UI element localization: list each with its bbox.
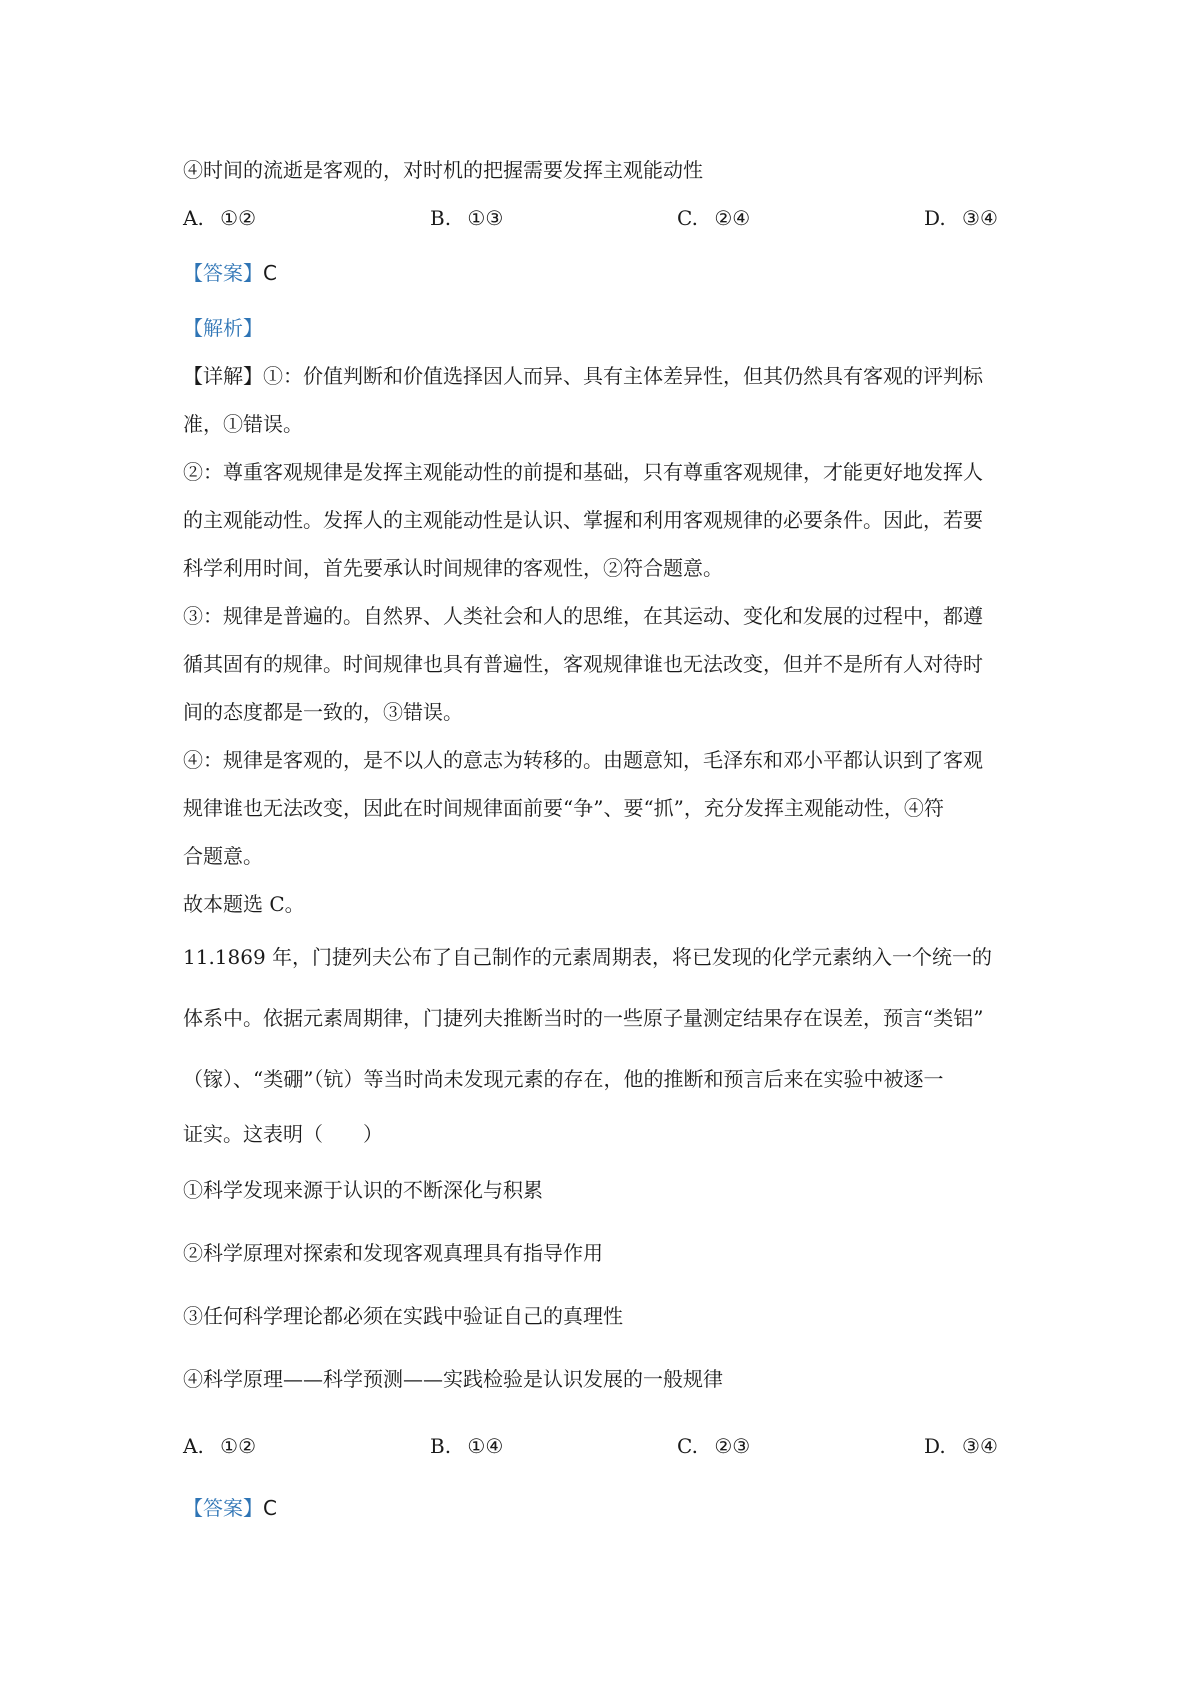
q10-choice-d — [924, 204, 998, 232]
q11-stem-line-1: 11.1869 年，门捷列夫公布了自己制作的元素周期表，将已发现的化学元素纳入一个统一的 — [183, 945, 993, 969]
q10-answer — [183, 259, 277, 287]
choice-value: ②④ — [714, 206, 751, 230]
q10-detail-line-3: ②：尊重客观规律是发挥主观能动性的前提和基础，只有尊重客观规律，才能更好地发挥人 — [183, 460, 983, 484]
choice-letter: D. — [924, 1434, 946, 1458]
choice-value: ①④ — [467, 1434, 504, 1458]
choice-letter: A. — [183, 1434, 204, 1458]
choice-letter: C. — [677, 1434, 698, 1458]
q10-detail-line-4: 的主观能动性。发挥人的主观能动性是认识、掌握和利用客观规律的必要条件。因此，若要 — [183, 508, 983, 532]
q10-detail-line-6: ③：规律是普遍的。自然界、人类社会和人的思维，在其运动、变化和发展的过程中，都遵 — [183, 604, 983, 628]
q10-detail-line-11: 合题意。 — [183, 844, 263, 868]
q10-detail-line-1: 【详解】①：价值判断和价值选择因人而异、具有主体差异性，但其仍然具有客观的评判标 — [183, 364, 983, 388]
answer-tag: 【答案】 — [183, 261, 263, 285]
q11-option-3: ③任何科学理论都必须在实践中验证自己的真理性 — [183, 1304, 623, 1328]
q10-choice-a — [183, 204, 256, 232]
q11-stem-line-2: 体系中。依据元素周期律，门捷列夫推断当时的一些原子量测定结果存在误差，预言“类铝” — [183, 1006, 984, 1030]
q10-option-4: ④时间的流逝是客观的，对时机的把握需要发挥主观能动性 — [183, 158, 703, 182]
q11-option-2: ②科学原理对探索和发现客观真理具有指导作用 — [183, 1241, 603, 1265]
choice-value: ①② — [220, 206, 257, 230]
choice-value: ①③ — [467, 206, 504, 230]
choice-letter: D. — [924, 206, 946, 230]
choice-letter: C. — [677, 206, 698, 230]
choice-letter: B. — [430, 206, 452, 230]
answer-tag: 【答案】 — [183, 1496, 263, 1520]
q10-choice-c — [677, 204, 750, 232]
q10-analysis-tag: 【解析】 — [183, 316, 263, 340]
q10-detail-line-7: 循其固有的规律。时间规律也具有普遍性，客观规律谁也无法改变，但并不是所有人对待时 — [183, 652, 983, 676]
choice-value: ①② — [220, 1434, 257, 1458]
q11-choice-a — [183, 1432, 256, 1460]
q10-detail-line-12: 故本题选 C。 — [183, 892, 305, 916]
choice-value: ③④ — [962, 206, 998, 230]
q11-stem-line-3: （镓）、“类硼”（钪）等当时尚未发现元素的存在，他的推断和预言后来在实验中被逐一 — [183, 1067, 944, 1091]
answer-value: C — [263, 1496, 277, 1520]
q10-detail-line-9: ④：规律是客观的，是不以人的意志为转移的。由题意知，毛泽东和邓小平都认识到了客观 — [183, 748, 983, 772]
q11-answer — [183, 1494, 277, 1522]
q11-option-1: ①科学发现来源于认识的不断深化与积累 — [183, 1178, 543, 1202]
q10-detail-line-5: 科学利用时间，首先要承认时间规律的客观性，②符合题意。 — [183, 556, 723, 580]
choice-value: ③④ — [962, 1434, 998, 1458]
choice-letter: B. — [430, 1434, 452, 1458]
q11-option-4: ④科学原理——科学预测——实践检验是认识发展的一般规律 — [183, 1367, 723, 1391]
choice-value: ②③ — [714, 1434, 751, 1458]
answer-value: C — [263, 261, 277, 285]
q11-stem-line-4: 证实。这表明（ ） — [183, 1122, 383, 1146]
choice-letter: A. — [183, 206, 204, 230]
q10-detail-line-2: 准，①错误。 — [183, 412, 303, 436]
q10-detail-line-10: 规律谁也无法改变，因此在时间规律面前要“争”、要“抓”，充分发挥主观能动性，④符 — [183, 796, 944, 820]
q11-choice-b — [430, 1432, 503, 1460]
q10-choice-b — [430, 204, 503, 232]
q11-choice-d — [924, 1432, 998, 1460]
q11-choice-c — [677, 1432, 750, 1460]
q10-detail-line-8: 间的态度都是一致的，③错误。 — [183, 700, 463, 724]
